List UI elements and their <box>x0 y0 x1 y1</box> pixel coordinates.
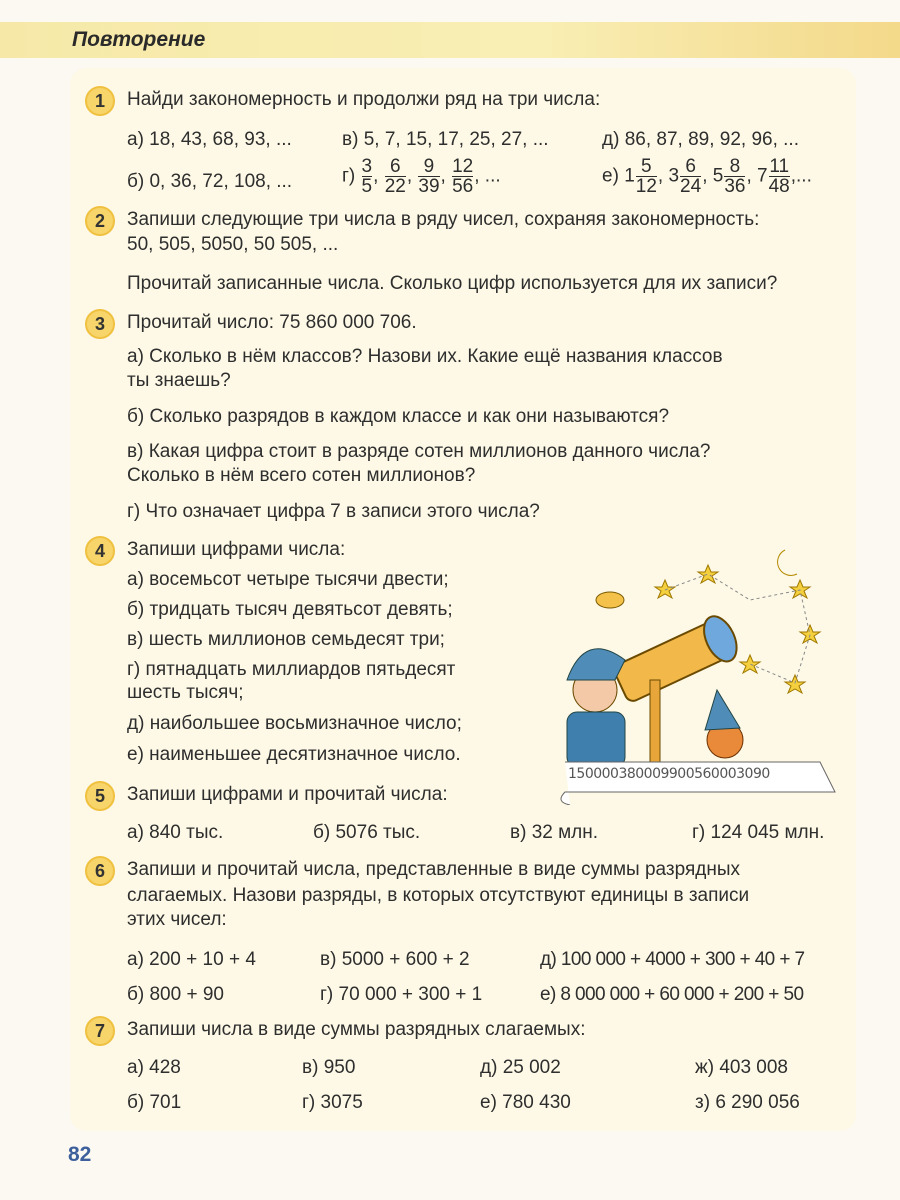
task-5g: г) 124 045 млн. <box>692 822 825 843</box>
label: г) <box>342 165 356 187</box>
task-number-badge: 4 <box>85 536 115 566</box>
task-2-line: Запиши следующие три числа в ряду чисел, сохраняя закономерность: <box>127 209 760 230</box>
fraction: $\frac{5}{12}$ <box>635 156 657 197</box>
task-3-line: а) Сколько в нём классов? Назови их. Какие ещё названия классов <box>127 346 723 367</box>
fraction: $\frac{8}{36}$ <box>724 156 746 197</box>
task-1v: в) 5, 7, 15, 17, 25, 27, ... <box>342 129 549 150</box>
task-7z: з) 6 290 056 <box>695 1092 800 1113</box>
task-5-line: Запиши цифрами и прочитай числа: <box>127 784 448 805</box>
task-4-line: шесть тысяч; <box>127 682 244 703</box>
fraction: $\frac{3}{5}$ <box>361 156 373 197</box>
section-title: Повторение <box>72 28 206 51</box>
task-4-line: а) восемьсот четыре тысячи двести; <box>127 569 449 590</box>
task-2-line: 50, 505, 5050, 50 505, ... <box>127 234 339 255</box>
task-number-badge: 2 <box>85 206 115 236</box>
task-3-line: ты знаешь? <box>127 370 231 391</box>
task-7d: д) 25 002 <box>480 1057 561 1078</box>
task-6v: в) 5000 + 600 + 2 <box>320 949 470 970</box>
task-4-line: Запиши цифрами числа: <box>127 539 346 560</box>
fraction: $\frac{6}{22}$ <box>384 156 406 197</box>
task-7zh: ж) 403 008 <box>695 1057 788 1078</box>
task-6a: а) 200 + 10 + 4 <box>127 949 256 970</box>
task-1g: г) $\frac{3}{5}$ , $\frac{6}{22}$ , $\frac{9}{39}$ , $\frac{12}{56}$ , ... <box>342 156 501 197</box>
task-1b: б) 0, 36, 72, 108, ... <box>127 171 293 192</box>
ribbon-number: 150000380009900560003090 <box>568 766 770 782</box>
task-6e: е) 8 000 000 + 60 000 + 200 + 50 <box>540 984 804 1005</box>
task-5a: а) 840 тыс. <box>127 822 224 843</box>
task-number-badge: 5 <box>85 781 115 811</box>
boy-robe <box>567 712 625 767</box>
telescope-icon <box>610 611 743 707</box>
task-3-line: в) Какая цифра стоит в разряде сотен миллионов данного числа? <box>127 441 711 462</box>
task-1a: а) 18, 43, 68, 93, ... <box>127 129 292 150</box>
task-4-line: б) тридцать тысяч девятьсот девять; <box>127 599 453 620</box>
task-7b: б) 701 <box>127 1092 182 1113</box>
task-6b: б) 800 + 90 <box>127 984 224 1005</box>
task-7-line: Запиши числа в виде суммы разрядных слагаемых: <box>127 1019 586 1040</box>
wizard-hat <box>567 649 625 680</box>
task-3-line: г) Что означает цифра 7 в записи этого числа? <box>127 501 540 522</box>
task-7v: в) 950 <box>302 1057 356 1078</box>
task-5b: б) 5076 тыс. <box>313 822 421 843</box>
task-6-line: Запиши и прочитай числа, представленные в виде суммы разрядных <box>127 859 740 880</box>
task-4-line: в) шесть миллионов семьдесят три; <box>127 629 445 650</box>
fraction: $\frac{11}{48}$ <box>768 156 790 197</box>
planet-icon <box>596 592 624 608</box>
task-4-line: г) пятнадцать миллиардов пятьдесят <box>127 659 456 680</box>
task-7g: г) 3075 <box>302 1092 363 1113</box>
task-number-badge: 1 <box>85 86 115 116</box>
task-3-line: Сколько в нём всего сотен миллионов? <box>127 465 476 486</box>
task-3-line: б) Сколько разрядов в каждом классе и как они называются? <box>127 406 670 427</box>
task-number-badge: 7 <box>85 1016 115 1046</box>
task-6-line: этих чисел: <box>127 909 227 930</box>
task-4-line: е) наименьшее десятизначное число. <box>127 744 461 765</box>
task-7a: а) 428 <box>127 1057 181 1078</box>
task-5v: в) 32 млн. <box>510 822 599 843</box>
task-3-line: Прочитай число: 75 860 000 706. <box>127 312 417 333</box>
task-6-line: слагаемых. Назови разряды, в которых отсутствуют единицы в записи <box>127 885 750 906</box>
task-7e: е) 780 430 <box>480 1092 571 1113</box>
task-number-badge: 3 <box>85 309 115 339</box>
task-1-text: Найди закономерность и продолжи ряд на три числа: <box>127 89 601 110</box>
page-number: 82 <box>68 1143 92 1166</box>
task-6g: г) 70 000 + 300 + 1 <box>320 984 483 1005</box>
fraction: $\frac{12}{56}$ <box>452 156 474 197</box>
task-1d: д) 86, 87, 89, 92, 96, ... <box>602 129 799 150</box>
moon-icon <box>778 550 797 575</box>
task-6d: д) 100 000 + 4000 + 300 + 40 + 7 <box>540 949 805 970</box>
task-4-line: д) наибольшее восьмизначное число; <box>127 713 462 734</box>
task-number-badge: 6 <box>85 856 115 886</box>
task-2-line: Прочитай записанные числа. Сколько цифр используется для их записи? <box>127 273 778 294</box>
fraction: $\frac{9}{39}$ <box>418 156 440 197</box>
fraction: $\frac{6}{24}$ <box>680 156 702 197</box>
task-1e: е) 1 $\frac{5}{12}$ , 3 $\frac{6}{24}$ , 5 $\frac{8}{36}$ , 7 $\frac{11}{48}$ ,... <box>602 156 812 197</box>
